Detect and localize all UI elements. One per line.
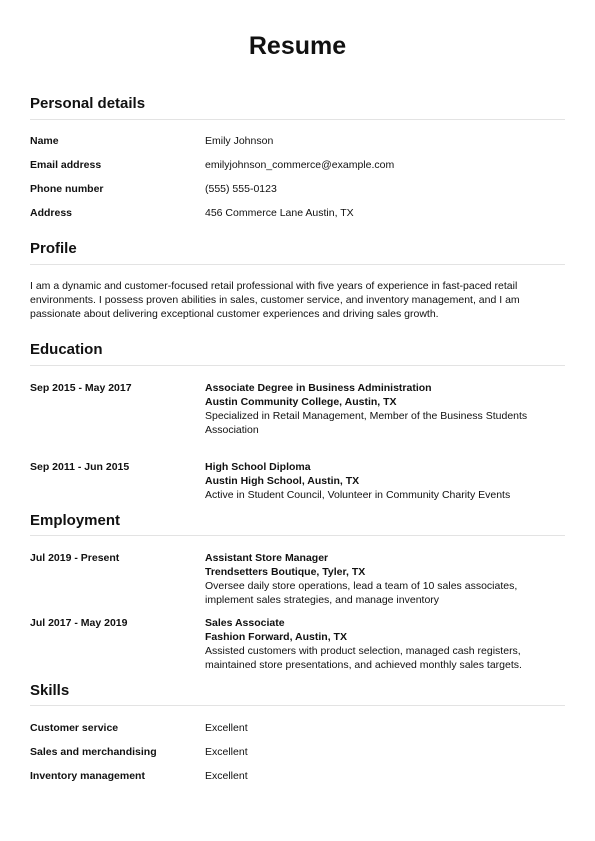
skill-level: Excellent <box>205 746 248 758</box>
detail-value: emilyjohnson_commerce@example.com <box>205 159 395 171</box>
entry-dates: Jul 2017 - May 2019 <box>30 617 128 629</box>
entry-dates: Jul 2019 - Present <box>30 552 120 564</box>
document-title: Resume <box>248 32 347 60</box>
entry-description: Specialized in Retail Management, Member of the Business Students Association <box>205 410 528 436</box>
skill-name: Inventory management <box>30 770 145 782</box>
skill-name: Sales and merchandising <box>30 746 157 758</box>
section-title-profile: Profile <box>30 240 77 257</box>
entry-dates: Sep 2015 - May 2017 <box>30 382 132 394</box>
section-divider <box>30 365 565 366</box>
section-title-personal-details: Personal details <box>30 95 146 112</box>
detail-label: Email address <box>30 159 102 171</box>
profile-summary: I am a dynamic and customer-focused retail professional with five years of experience in fast-paced retail environments. I possess proven abilities in sales, customer service, and inventory management, and I am passionate about delivering exceptional customer experiences and driving sales growth. <box>30 280 520 320</box>
section-divider <box>30 264 565 265</box>
entry-title: Associate Degree in Business Administration <box>205 382 432 394</box>
entry-description: Oversee daily store operations, lead a team of 10 sales associates, implement sales strategies, and manage inventory <box>205 580 518 606</box>
entry-title: High School Diploma <box>205 461 311 473</box>
skill-name: Customer service <box>30 722 119 734</box>
section-title-skills: Skills <box>30 682 70 699</box>
detail-label: Name <box>30 135 59 147</box>
entry-organization: Trendsetters Boutique, Tyler, TX <box>205 566 366 578</box>
entry-title: Assistant Store Manager <box>205 552 329 564</box>
detail-label: Phone number <box>30 183 104 195</box>
section-divider <box>30 119 565 120</box>
entry-title: Sales Associate <box>205 617 285 629</box>
entry-organization: Austin Community College, Austin, TX <box>205 396 397 408</box>
skill-level: Excellent <box>205 770 248 782</box>
section-divider <box>30 535 565 536</box>
section-title-education: Education <box>30 341 103 358</box>
detail-value: 456 Commerce Lane Austin, TX <box>205 207 354 219</box>
entry-description: Assisted customers with product selection, managed cash registers, maintained store presentations, and achieved monthly sales targets. <box>205 645 522 671</box>
detail-value: (555) 555-0123 <box>205 183 277 195</box>
section-title-employment: Employment <box>30 512 121 529</box>
section-divider <box>30 705 565 706</box>
entry-organization: Austin High School, Austin, TX <box>205 475 360 487</box>
entry-dates: Sep 2011 - Jun 2015 <box>30 461 130 473</box>
detail-label: Address <box>30 207 73 219</box>
detail-value: Emily Johnson <box>205 135 274 147</box>
entry-organization: Fashion Forward, Austin, TX <box>205 631 347 643</box>
entry-description: Active in Student Council, Volunteer in Community Charity Events <box>205 489 511 501</box>
skill-level: Excellent <box>205 722 248 734</box>
